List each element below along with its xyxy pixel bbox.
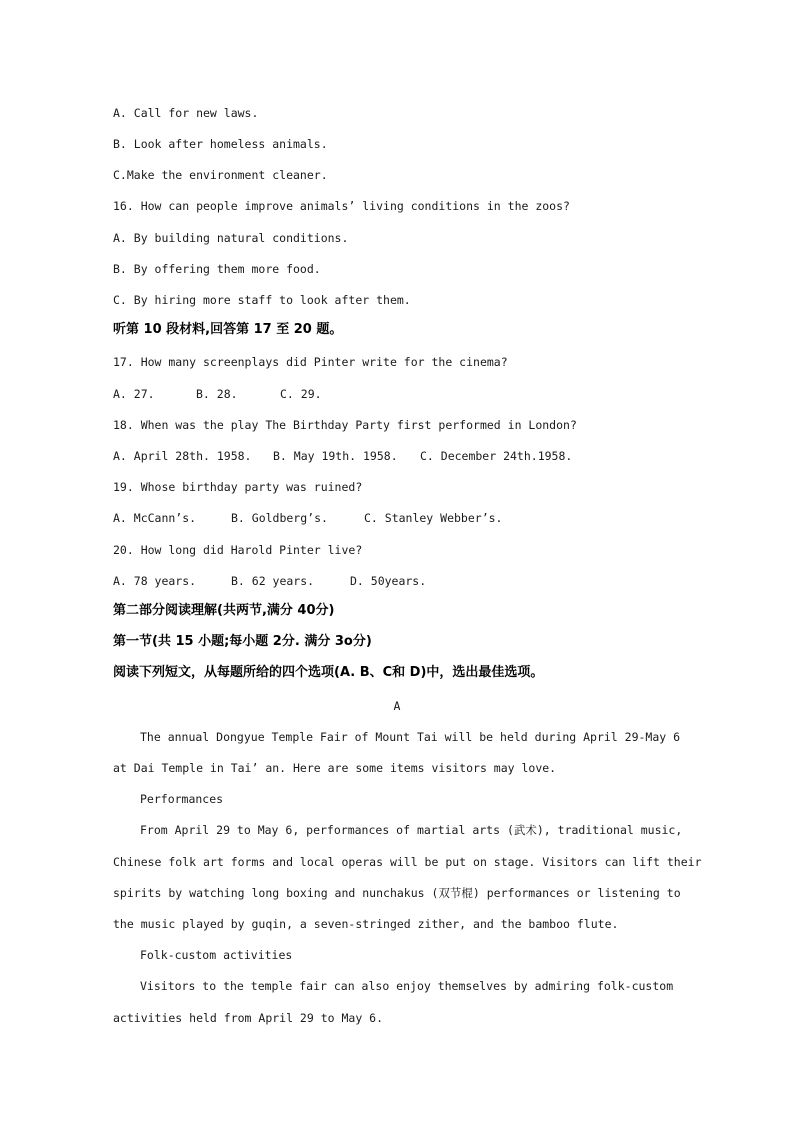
q20-options (113, 573, 426, 589)
q16-option-a: A. By building natural conditions. (113, 231, 349, 245)
passage-p3-line2: activities held from April 29 to May 6. (113, 1011, 384, 1025)
q18-option-b: B. May 19th. 1958. (273, 449, 398, 463)
q19-option-a: A. McCann’s. (113, 511, 197, 525)
q19-option-b: B. Goldberg’s. (231, 511, 328, 525)
q18-option-a: A. April 28th. 1958. (113, 449, 252, 463)
q16-option-b: B. By offering them more food. (113, 262, 321, 276)
passage-p2-line4: the music played by guqin, a seven-stringed zither, and the bamboo flute. (113, 917, 619, 931)
q17-options (113, 386, 322, 402)
passage-subhead-performances: Performances (140, 792, 224, 806)
q19-options (113, 510, 502, 526)
q17-option-b: B. 28. (196, 387, 238, 401)
passage-p2-line3: spirits by watching long boxing and nunchakus (双节棍) performances or listening to (113, 886, 681, 900)
q19-question: 19. Whose birthday party was ruined? (113, 480, 363, 494)
passage-p2-line2: Chinese folk art forms and local operas will be put on stage. Visitors can lift their (113, 855, 702, 869)
passage-p3-line1: Visitors to the temple fair can also enjoy themselves by admiring folk-custom (140, 979, 674, 993)
q19-option-c: C. Stanley Webber’s. (364, 511, 503, 525)
q20-option-b: B. 62 years. (231, 574, 315, 588)
section1-heading: 第一节(共 15 小题;每小题 2分. 满分 3o分) (113, 634, 372, 649)
passage-p1-line1: The annual Dongyue Temple Fair of Mount Tai will be held during April 29-May 6 (140, 730, 681, 744)
q18-question: 18. When was the play The Birthday Party first performed in London? (113, 418, 577, 432)
q20-option-d: D. 50years. (350, 574, 427, 588)
passage-p1-line2: at Dai Temple in Tai’ an. Here are some items visitors may love. (113, 761, 557, 775)
q16-question: 16. How can people improve animals’ living conditions in the zoos? (113, 199, 570, 213)
part2-heading: 第二部分阅读理解(共两节,满分 40分) (113, 603, 335, 618)
q15-option-b: B. Look after homeless animals. (113, 137, 328, 151)
q18-option-c: C. December 24th.1958. (420, 449, 573, 463)
q20-question: 20. How long did Harold Pinter live? (113, 543, 363, 557)
q17-option-c: C. 29. (280, 387, 322, 401)
reading-instruction: 阅读下列短文，从每题所给的四个选项(A. B、C和 D)中，选出最佳选项。 (113, 665, 544, 680)
q17-option-a: A. 27. (113, 387, 155, 401)
passage-subhead-folk-custom: Folk-custom activities (140, 948, 293, 962)
q15-option-c: C.Make the environment cleaner. (113, 168, 328, 182)
passage-letter: A (393, 699, 401, 713)
passage-p2-line1: From April 29 to May 6, performances of martial arts (武术), traditional music, (140, 823, 683, 837)
section10-instruction: 听第 10 段材料,回答第 17 至 20 题。 (113, 322, 343, 337)
q18-options (113, 448, 572, 464)
q15-option-a: A. Call for new laws. (113, 106, 259, 120)
q16-option-c: C. By hiring more staff to look after them. (113, 293, 411, 307)
q20-option-a: A. 78 years. (113, 574, 197, 588)
q17-question: 17. How many screenplays did Pinter write for the cinema? (113, 355, 508, 369)
